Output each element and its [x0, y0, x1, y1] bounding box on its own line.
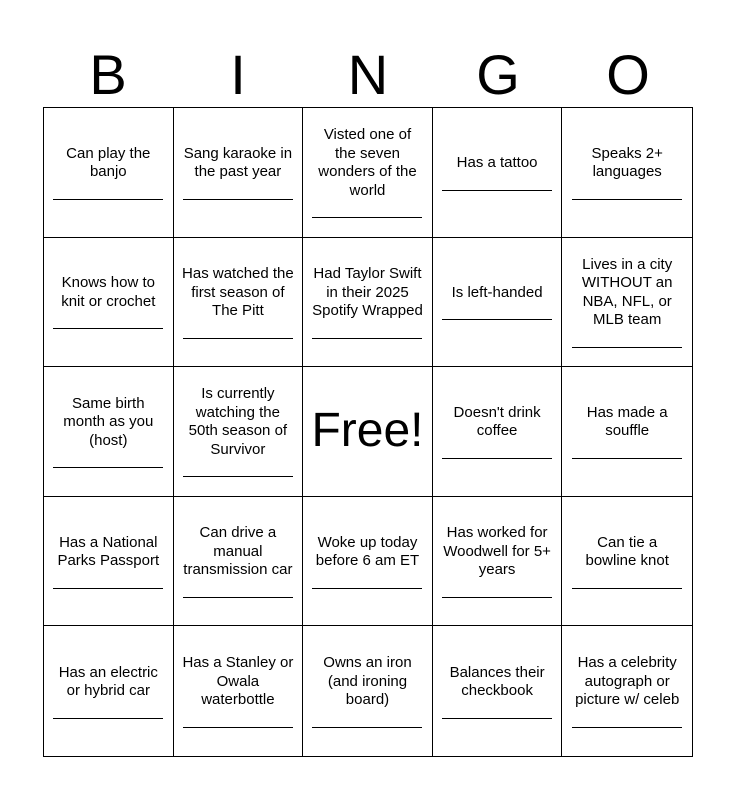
cell-prompt: Has a National Parks Passport: [57, 533, 160, 570]
cell-prompt: Woke up today before 6 am ET: [315, 533, 420, 570]
cell-prompt: Lives in a city WITHOUT an NBA, NFL, or MLB team: [581, 255, 673, 329]
signature-line: [183, 199, 293, 200]
cell-prompt: Can drive a manual transmission car: [183, 524, 293, 579]
bingo-cell[interactable]: [562, 238, 692, 368]
cell-prompt: Had Taylor Swift in their 2025 Spotify Wrapped: [312, 265, 423, 320]
bingo-cell[interactable]: [433, 367, 563, 497]
signature-line: [183, 727, 293, 728]
signature-line: [572, 199, 682, 200]
cell-prompt: Sang karaoke in the past year: [183, 144, 293, 181]
bingo-cell[interactable]: [562, 367, 692, 497]
bingo-cell[interactable]: [44, 367, 174, 497]
signature-line: [53, 467, 163, 468]
bingo-cell[interactable]: [433, 626, 563, 756]
signature-line: [442, 319, 552, 320]
bingo-cell[interactable]: [174, 108, 304, 238]
bingo-cell[interactable]: [303, 626, 433, 756]
header-letter-n: N: [347, 43, 389, 106]
bingo-cell[interactable]: [433, 108, 563, 238]
bingo-board: [43, 107, 693, 757]
bingo-cell[interactable]: [174, 626, 304, 756]
cell-prompt: Has a Stanley or Owala waterbottle: [182, 654, 294, 709]
signature-line: [312, 588, 422, 589]
signature-line: [183, 476, 293, 477]
signature-line: [53, 328, 163, 329]
signature-line: [572, 588, 682, 589]
cell-prompt: Has an electric or hybrid car: [58, 663, 158, 700]
signature-line: [183, 338, 293, 339]
cell-prompt: Speaks 2+ languages: [591, 144, 663, 181]
header-letter-g: G: [476, 43, 520, 106]
signature-line: [572, 347, 682, 348]
free-space-label: Free!: [311, 404, 424, 458]
signature-line: [312, 338, 422, 339]
bingo-cell[interactable]: [44, 238, 174, 368]
signature-line: [442, 718, 552, 719]
bingo-cell[interactable]: [303, 108, 433, 238]
signature-line: [442, 190, 552, 191]
bingo-cell[interactable]: [433, 497, 563, 627]
bingo-cell[interactable]: [562, 497, 692, 627]
free-space-cell[interactable]: [303, 367, 433, 497]
bingo-cell[interactable]: [174, 367, 304, 497]
bingo-cell[interactable]: [303, 238, 433, 368]
cell-prompt: Can tie a bowline knot: [585, 533, 669, 570]
signature-line: [53, 199, 163, 200]
signature-line: [312, 727, 422, 728]
bingo-header: [43, 42, 693, 108]
signature-line: [572, 727, 682, 728]
header-letter-b: B: [89, 43, 127, 106]
header-letter-o: O: [606, 43, 650, 106]
cell-prompt: Has worked for Woodwell for 5+ years: [443, 524, 551, 579]
signature-line: [572, 458, 682, 459]
cell-prompt: Owns an iron (and ironing board): [323, 654, 412, 709]
cell-prompt: Has a celebrity autograph or picture w/ celeb: [575, 654, 680, 709]
cell-prompt: Same birth month as you (host): [63, 394, 154, 449]
bingo-cell[interactable]: [303, 497, 433, 627]
bingo-cell[interactable]: [174, 238, 304, 368]
bingo-cell[interactable]: [44, 626, 174, 756]
signature-line: [312, 217, 422, 218]
bingo-cell[interactable]: [44, 108, 174, 238]
cell-prompt: Visted one of the seven wonders of the world: [318, 126, 417, 199]
cell-prompt: Has made a souffle: [586, 403, 668, 440]
signature-line: [442, 458, 552, 459]
signature-line: [442, 597, 552, 598]
bingo-cell[interactable]: [433, 238, 563, 368]
cell-prompt: Has a tattoo: [456, 154, 538, 172]
signature-line: [53, 588, 163, 589]
header-letter-i: I: [230, 43, 246, 106]
signature-line: [183, 597, 293, 598]
bingo-cell[interactable]: [562, 108, 692, 238]
cell-prompt: Is currently watching the 50th season of Survivor: [188, 385, 288, 458]
bingo-cell[interactable]: [174, 497, 304, 627]
bingo-cell[interactable]: [44, 497, 174, 627]
cell-prompt: Doesn't drink coffee: [453, 403, 541, 440]
cell-prompt: Balances their checkbook: [449, 663, 545, 700]
cell-prompt: Can play the banjo: [66, 144, 151, 181]
bingo-cell[interactable]: [562, 626, 692, 756]
cell-prompt: Knows how to knit or crochet: [61, 274, 156, 310]
signature-line: [53, 718, 163, 719]
cell-prompt: Is left-handed: [451, 283, 543, 301]
cell-prompt: Has watched the first season of The Pitt: [182, 265, 294, 320]
